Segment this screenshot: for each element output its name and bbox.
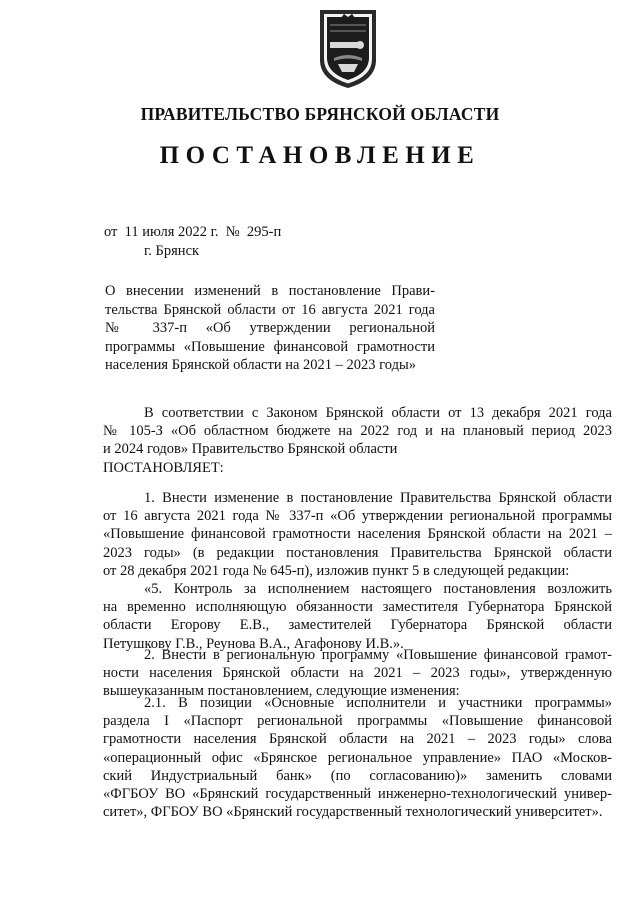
document-subject	[105, 282, 435, 375]
subject-line: тельства Брянской области от 16 августа 2021 года	[105, 301, 435, 318]
body-line: «Повышение финансовой грамотности населения Брянской области на 2021 –	[103, 526, 612, 543]
body-line: вышеуказанным постановлением, следующие изменения:	[103, 683, 460, 700]
document-type-title: ПОСТАНОВЛЕНИЕ	[159, 142, 481, 169]
preamble-paragraph	[103, 404, 612, 477]
item-2-paragraph	[103, 646, 612, 701]
body-line: раздела I «Паспорт региональной программы «Повышение финансовой	[103, 713, 612, 730]
body-line: «ФГБОУ ВО «Брянский государственный инженерно-технологический универ-	[103, 786, 612, 803]
organization-name: ПРАВИТЕЛЬСТВО БРЯНСКОЙ ОБЛАСТИ	[140, 104, 500, 124]
body-line: и 2024 годов» Правительство Брянской области	[103, 441, 398, 458]
item-1-paragraph	[103, 489, 612, 653]
item-2-1-paragraph	[103, 694, 612, 821]
resolves-heading: ПОСТАНОВЛЯЕТ:	[103, 459, 224, 476]
body-line: ский Индустриальный банк» (по согласованию)» заменить словами	[103, 767, 612, 784]
body-line: грамотности населения Брянской области на 2021 – 2023 годы» слова	[103, 731, 612, 748]
subject-line: № 337-п «Об утверждении региональной	[105, 320, 435, 337]
document-city: г. Брянск	[144, 243, 200, 259]
body-line: «операционный офис «Брянское региональное управление» ПАО «Москов-	[103, 749, 612, 766]
body-line: от 16 августа 2021 года № 337-п «Об утверждении региональной программы	[103, 508, 612, 525]
body-line: 1. Внести изменение в постановление Правительства Брянской области	[144, 490, 612, 506]
body-line: В соответствии с Законом Брянской области от 13 декабря 2021 года	[144, 405, 612, 421]
body-line: 2.1. В позиции «Основные исполнители и участники программы»	[144, 695, 612, 711]
subject-line: населения Брянской области на 2021 – 2023 годы»	[105, 357, 416, 374]
body-line: ности населения Брянской области на 2021 – 2023 годы», утвержденную	[103, 665, 612, 682]
body-line: ситет», ФГБОУ ВО «Брянский государственный технологический университет».	[103, 804, 603, 821]
body-line: от 28 декабря 2021 года № 645-п), изложив пункт 5 в следующей редакции:	[103, 562, 570, 579]
document-date-number: от 11 июля 2022 г. № 295-п	[104, 224, 282, 240]
body-line: области Егорову Е.В., заместителей Губернатора Брянской области	[103, 617, 612, 634]
body-line: № 105-З «Об областном бюджете на 2022 год и на плановый период 2023	[103, 423, 612, 440]
body-line: 2023 годы» (в редакции постановления Правительства Брянской области	[103, 544, 612, 561]
body-line: 2. Внести в региональную программу «Повышение финансовой грамот-	[144, 647, 612, 663]
subject-line: О внесении изменений в постановление Прави-	[105, 283, 435, 299]
subject-line: программы «Повышение финансовой грамотности	[105, 338, 435, 355]
body-line: «5. Контроль за исполнением настоящего постановления возложить	[144, 581, 612, 598]
body-line: Петушкову Г.В., Реунова В.А., Агафонову И.В.».	[103, 635, 404, 652]
body-line: на временно исполняющую обязанности заместителя Губернатора Брянской	[103, 599, 612, 616]
bryansk-coat-of-arms-icon	[316, 8, 380, 90]
